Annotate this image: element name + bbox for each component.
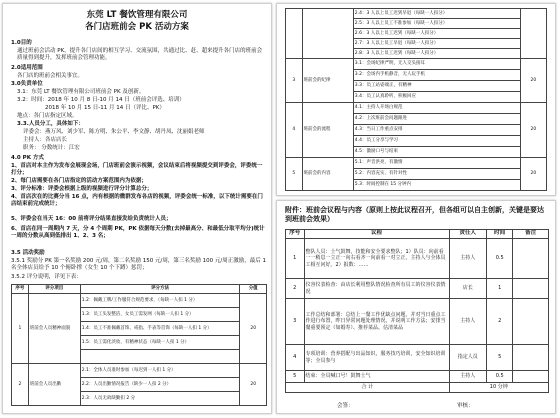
table-row: 1 [487,279,513,299]
table-row: 2.3：人员无故缺勤扣 2 分 [80,392,240,406]
th-agenda-no: 序号 [286,230,305,239]
table-row: 1.3：员工头发整洁，女员工需发网（每缺一人扣 1 分） [80,308,240,322]
table-row: 4.1：主持人开场白规范 [353,103,520,114]
total-value: 10 分钟 [449,383,549,393]
section-responsibility: 3.0负责单位 [11,81,43,87]
table-row [520,9,546,59]
table-row: 2 [12,364,29,406]
table-row [513,345,549,371]
total-label: 合 计 [286,383,450,393]
table-row: 工作总结和部署：总结上一餐工作优缺点问题，并对当日重点工作进行布置，昨日异常问题处理情况，并说明工作方法；安排当餐重要预定（如婚寿）、推荐菜品、估清菜品 [304,299,449,345]
table-row: 20 [520,103,546,158]
table-row: 主持人 [449,239,487,279]
table-row: 3.2：会场内手机静音，无人玩手机 [353,70,520,81]
responsibility-text: 3.1：东莞 LT 餐饮管理有限公司班前会 PK 及创新。 [17,89,145,95]
table-row: 班前会的流程 [302,103,353,158]
table-row: 3 [286,59,303,103]
time-line-1: 3.2：时间：2018 年 10 月 8 日-10 月 14 日（班前会评选、培训） [17,97,185,103]
table-row: 20 [240,294,267,364]
section-scope: 2.0适用范围 [11,65,43,71]
pk-rule-5: 5、评委会在当天 16：00 前将评分结果直接发给负责统计人员； [11,216,172,222]
pk-rule-1: 1、首店对本主作为发布会展现会场，门店班前会演示视频，会议结束后将视频提交到评委会，评委统一打分； [11,163,263,176]
table-row: 20 [520,158,546,191]
table-row: 主持人 [449,371,487,383]
table-row: 20 [240,364,267,406]
document-page-right-top [276,3,556,196]
table-row [286,9,303,59]
table-row: 4.2：上次班前会问题跟进 [353,114,520,125]
table-row: 4.4：员工分享与学习 [353,136,520,147]
table-row: 2.1：全体人员准时参加（每迟到一人扣 1 分） [80,364,240,378]
rewards-text: 3.5.1 奖励分 PK 第一名奖励 200 元/周，第二名奖励 150 元/周，第三名奖励 100 元/周正激励，最后 1 名全体店员给予 10 个俯卧撑（女生 10 个下蹲）惩罚； [11,258,266,271]
table-row: 4.5：激励口号与结束 [353,147,520,158]
time-line-2: 2018 年 10 月 15 日-11 月 14 日（评比、PK） [45,105,165,111]
table-row [513,239,549,279]
meeting-agenda-table [285,229,549,393]
location-text: 地点：各门店指定区域。 [17,113,78,119]
table-row: 20 [520,59,546,103]
pk-heading: 4.0 PK 方式 [11,155,44,161]
table-row: 3.1：会场纪律严明，无人交头接耳 [353,59,520,70]
pk-rule-3: 3、评分标准：评委会根据上级的视频进行评分计算总分； [11,186,153,192]
table-row: 5 [286,158,303,191]
staffing-heading: 3.3.人员分工，具体如下： [17,121,84,127]
th-agenda: 议程 [304,230,449,239]
table-row: 4 [286,103,303,158]
table-row: 3.3：员工站姿端正，有精神 [353,81,520,92]
judges-text: 评委会：燕万风、刘少军、陈方明、朱公平、李文静、胡丹凤、沈丽娟老师 [23,129,205,135]
table-row: 5.3：时间控制在 15 分钟内 [353,180,520,191]
th-owner: 责任人 [449,230,487,239]
scoring-table-2 [285,8,547,191]
table-row: 2.2：人员出勤情况报告（缺少一人扣 2 分） [80,378,240,392]
pk-rule-4: 4、首店次在的比赛分当 16 点，内有根据的微群发布各店的视频，评委会统一标准，以下统计需要在门店结束前完成统计； [11,194,263,207]
table-row [513,371,549,383]
th-no: 序号 [12,285,29,294]
pk-rule-2: 2、每门店需要在各门店指定的活动方案范围内为依据； [11,178,147,184]
table-row: 3 [286,299,305,345]
table-row: 店长 [449,279,487,299]
company-name: 东莞 LT 餐饮管理有限公司 [86,10,188,20]
host-text: 主持人：各店店长 [23,137,68,143]
table-row: 班前会人员精神面貌 [28,294,80,364]
document-page-right-bottom [276,200,556,414]
footer-reviewer: 审核： [457,403,474,409]
footer-preparer: 会签： [337,403,354,409]
table-row [513,279,549,299]
pk-rule-6: 6、首店在同一周期内 7 天，分 4 个周期 PK，PK 依据每天分数(去掉最高分、和最低分取平均分)统计一周的分数从高到低排出 1、2、3 名； [11,226,265,239]
table-row: 仪容仪表检查：由店长利用整队情况检查所有员工的仪容仪表情况 [304,279,449,299]
table-row: 主持人 [449,299,487,345]
table-row: 2.6：3 人以上员工迟到（每缺一人扣分） [353,29,520,39]
rewards-heading: 3.5 活动奖励 [11,250,45,256]
table-row: 0.5 [487,239,513,279]
th-item: 评分项目 [28,285,80,294]
score-stat-text: 职务： 分数统计：江宏 [23,145,80,151]
th-remark: 备注 [513,230,549,239]
scope-text: 各门店的班前会相关事宜。 [17,73,84,79]
table-row: 2.5：3 人以上员工不准参加（每缺一人扣分） [353,19,520,29]
table-row: 2.4：3 人以上员工迟到早退（每缺一人扣分） [353,9,520,19]
purpose-text: 通过班前会活动 PK，提升各门店间的相互学习、交流氛围，共通过比、赶、超来提升各门店的班前会质量得到提升，发挥班前会管理功能。 [17,48,263,61]
table-row: 5 [286,371,305,383]
table-row: 2.7：3 人以上员工早退（每缺一人扣分） [353,39,520,49]
table-row: 5.2：内容充实，有针对性 [353,169,520,180]
th-time: 时间 [487,230,513,239]
table-row [80,350,240,364]
table-row: 4.3：当日工作重点安排 [353,125,520,136]
table-row: 2 [286,279,305,299]
scoring-note: 3.5.2 评分说明，详见下表： [11,274,82,280]
table-row: 指定人员 [449,345,487,371]
table-row: 0.5 [487,371,513,383]
table-row: 整队人员：士气鼓舞，技能和安全要求整队；1）队员：向前看一一稍息一立正一向右看齐一向前看一对立正，主持人与全体员工相互问好。2）报数：…… [304,239,449,279]
table-row: 班前会的纪律 [302,59,353,103]
table-row: 结束：全员喊口号！鼓舞士气 [304,371,449,383]
table-row: 1 [12,294,29,364]
table-row: 2.8：3 人以上员工迟到（每缺一人扣分） [353,49,520,59]
document-page-left [2,3,272,414]
th-score: 分值 [240,285,267,294]
table-row [513,299,549,345]
table-row: 4 [286,345,305,371]
table-row: 3.4：员工认真聆听，积极回应 [353,92,520,103]
document-title: 各门店班前会 PK 活动方案 [85,22,189,32]
attachment-heading: 附件：班前会议程与内容（原则上按此议程召开，但各组可以自主创新，关键是要达到班前会效果） [285,206,544,223]
table-row: 1.5：员工需化淡妆，有精神状态（每缺一人扣 1 分） [80,336,240,350]
table-row: 5 [487,345,513,371]
table-row: 1.4：员工不准佩戴首饰、戒指、手表等首饰（每缺一人扣 1 分） [80,322,240,336]
table-row: 班前会人员出勤 [28,364,80,406]
section-purpose: 1.0目的 [11,40,32,46]
table-row [302,9,353,59]
table-row: 1 [286,239,305,279]
table-row: 专项培训：营养搭配与出品知识，服务技巧培训，安全知识培训等；全员参与 [304,345,449,371]
table-row: 5.1：声音洪亮，有激情 [353,158,520,169]
th-method: 评分方法 [80,285,240,294]
table-row: 1.2：佩戴工牌/工作服符合规范要求，（每缺一人扣 1 分） [80,294,240,308]
table-row: 2 [487,299,513,345]
scoring-table-1 [11,284,267,406]
table-row: 班前会的内容 [302,158,353,191]
